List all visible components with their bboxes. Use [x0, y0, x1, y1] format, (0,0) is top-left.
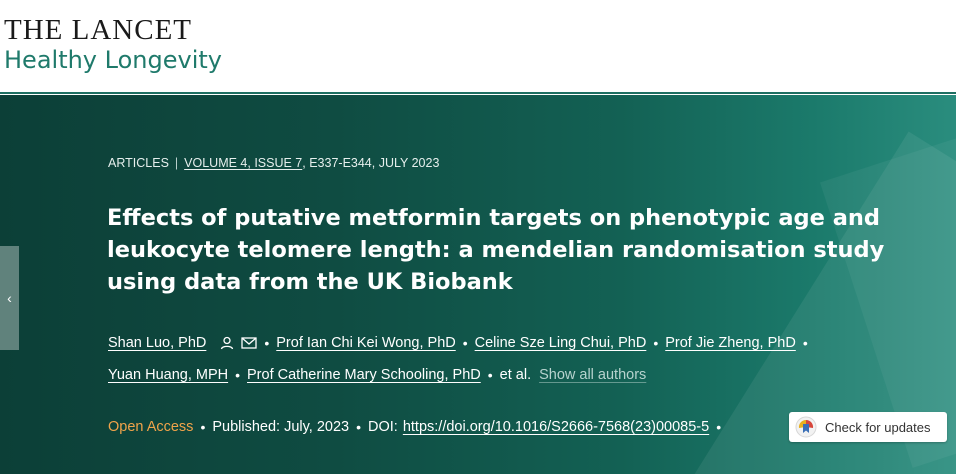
site-header [0, 0, 956, 92]
author-list-line-2 [108, 367, 646, 383]
journal-logo-line1[interactable]: THE LANCET [4, 14, 192, 46]
article-type: ARTICLES [108, 156, 169, 170]
separator-dot: • [264, 335, 270, 351]
author-contact-icons [220, 336, 257, 350]
separator-dot: • [487, 367, 493, 383]
chevron-left-icon: ‹ [7, 290, 12, 306]
check-for-updates-button[interactable] [789, 412, 947, 442]
publication-info [108, 419, 728, 435]
check-for-updates-label: Check for updates [825, 419, 931, 435]
author-link[interactable]: Prof Catherine Mary Schooling, PhD [247, 367, 481, 383]
person-icon[interactable] [220, 336, 234, 350]
journal-logo-line2[interactable]: Healthy Longevity [4, 46, 222, 74]
separator-dot: • [235, 367, 241, 383]
open-access-badge: Open Access [108, 419, 194, 435]
author-link[interactable]: Prof Jie Zheng, PhD [665, 335, 796, 351]
separator-dot: • [462, 335, 468, 351]
show-all-authors-link[interactable]: Show all authors [539, 367, 647, 383]
pages-date: , E337-E344, JULY 2023 [302, 156, 440, 170]
meta-separator: | [174, 156, 179, 170]
crossmark-icon [795, 416, 817, 438]
separator-dot: • [200, 419, 206, 435]
author-link[interactable]: Prof Ian Chi Kei Wong, PhD [276, 335, 456, 351]
author-link[interactable]: Celine Sze Ling Chui, PhD [474, 335, 647, 351]
et-al: et al. [499, 367, 532, 383]
article-title: Effects of putative metformin targets on phenotypic age and leukocyte telomere length: a mendelian randomisation study using data from the UK Biobank [107, 205, 885, 295]
author-link[interactable]: Shan Luo, PhD [108, 335, 207, 351]
separator-dot: • [802, 335, 808, 351]
separator-dot: • [653, 335, 659, 351]
separator-dot: • [716, 419, 722, 435]
article-meta [108, 156, 439, 170]
header-divider [0, 92, 956, 94]
author-list-line-1 [108, 335, 815, 351]
volume-issue-link[interactable]: VOLUME 4, ISSUE 7 [184, 156, 303, 170]
doi-link[interactable]: https://doi.org/10.1016/S2666-7568(23)00085-5 [402, 419, 710, 435]
side-collapse-tab[interactable] [0, 246, 19, 350]
published-date: Published: July, 2023 [212, 419, 350, 435]
email-icon[interactable] [241, 337, 257, 349]
author-link[interactable]: Yuan Huang, MPH [108, 367, 229, 383]
separator-dot: • [356, 419, 362, 435]
doi-label: DOI: [368, 419, 398, 435]
